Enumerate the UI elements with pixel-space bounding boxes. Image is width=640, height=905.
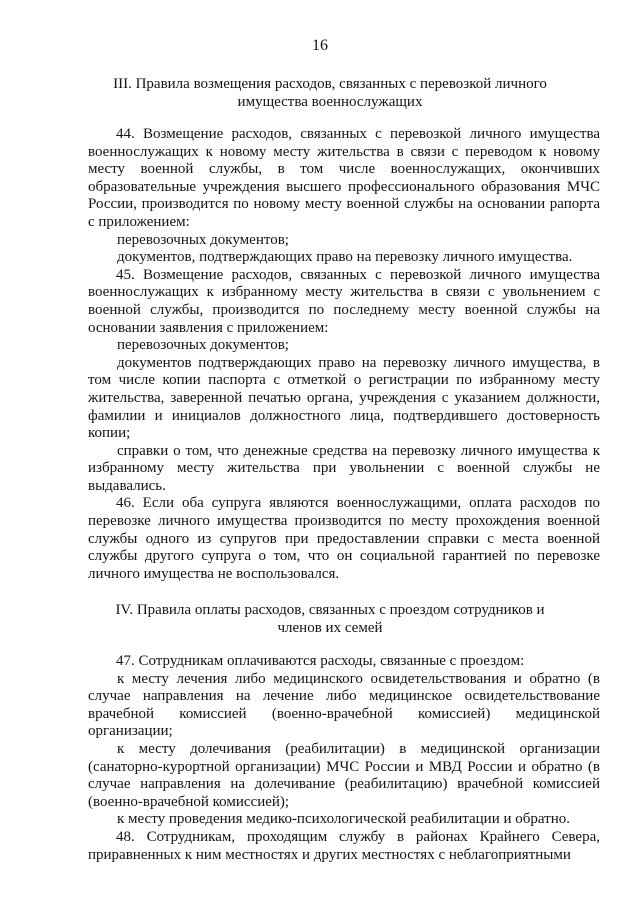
list-item: к месту долечивания (реабилитации) в медицинской организации (санаторно-курортной организации) МЧС России и МВД России и обратно (в случае направления на долечивание (реабилитацию) врачебной комиссией (военно-врачебной комиссией); bbox=[88, 740, 600, 810]
page-number: 16 bbox=[312, 37, 328, 54]
list-item: справки о том, что денежные средства на перевозку личного имущества к избранному месту жительства при увольнении с военной службы не выдавались. bbox=[88, 442, 600, 494]
section-4-heading-line-1: IV. Правила оплаты расходов, связанных с проездом сотрудников и bbox=[115, 602, 545, 618]
section-3-heading bbox=[110, 75, 550, 111]
list-item: перевозочных документов; bbox=[117, 231, 289, 248]
paragraph-45: 45. Возмещение расходов, связанных с перевозкой личного имущества военнослужащих к избранному месту жительства в связи с увольнением с военной службы, производится по последнему месту военной службы на основании заявления с приложением: bbox=[88, 266, 600, 336]
list-item: документов, подтверждающих право на перевозку личного имущества. bbox=[117, 249, 573, 266]
section-3-body bbox=[88, 126, 600, 583]
paragraph-46: 46. Если оба супруга являются военнослужащими, оплата расходов по перевозке личного имущества производится по месту прохождения военной службы одного из супругов при предоставлении справки с места военной службы другого супруга о том, что он социальной гарантией по перевозке личного имущества не воспользовался. bbox=[88, 495, 600, 582]
section-4-heading bbox=[110, 601, 550, 637]
paragraph-48: 48. Сотрудникам, проходящим службу в районах Крайнего Севера, приравненных к ним местностях и других местностях с неблагоприятными bbox=[88, 828, 600, 863]
list-item: перевозочных документов; bbox=[117, 337, 289, 354]
list-item: к месту проведения медико-психологической реабилитации и обратно. bbox=[117, 811, 570, 828]
section-3-heading-line-2: имущества военнослужащих bbox=[237, 94, 423, 110]
section-4-heading-line-2: членов их семей bbox=[277, 620, 383, 636]
section-3-heading-line-1: III. Правила возмещения расходов, связанных с перевозкой личного bbox=[113, 76, 547, 92]
list-item: документов подтверждающих право на перевозку личного имущества, в том числе копии паспорта с отметкой о регистрации по избранному месту жительства, заверенной печатью органа, учреждения с указанием должности, фамилии и инициалов должностного лица, подтвердившего достоверность копии; bbox=[88, 354, 600, 442]
section-4-body bbox=[88, 653, 600, 864]
paragraph-47: 47. Сотрудникам оплачиваются расходы, связанные с проездом: bbox=[116, 653, 525, 669]
list-item: к месту лечения либо медицинского освидетельствования и обратно (в случае направления на лечение либо медицинское освидетельствование врачебной комиссией (военно-врачебной комиссией) медицинской организации; bbox=[88, 670, 600, 740]
paragraph-44: 44. Возмещение расходов, связанных с перевозкой личного имущества военнослужащих к новому месту жительства в связи с переводом к новому месту военной службы, в том числе военнослужащих, окончивших образовательные учреждения высшего профессионального образования МЧС России, производится по новому месту военной службы на основании рапорта с приложением: bbox=[88, 126, 600, 230]
